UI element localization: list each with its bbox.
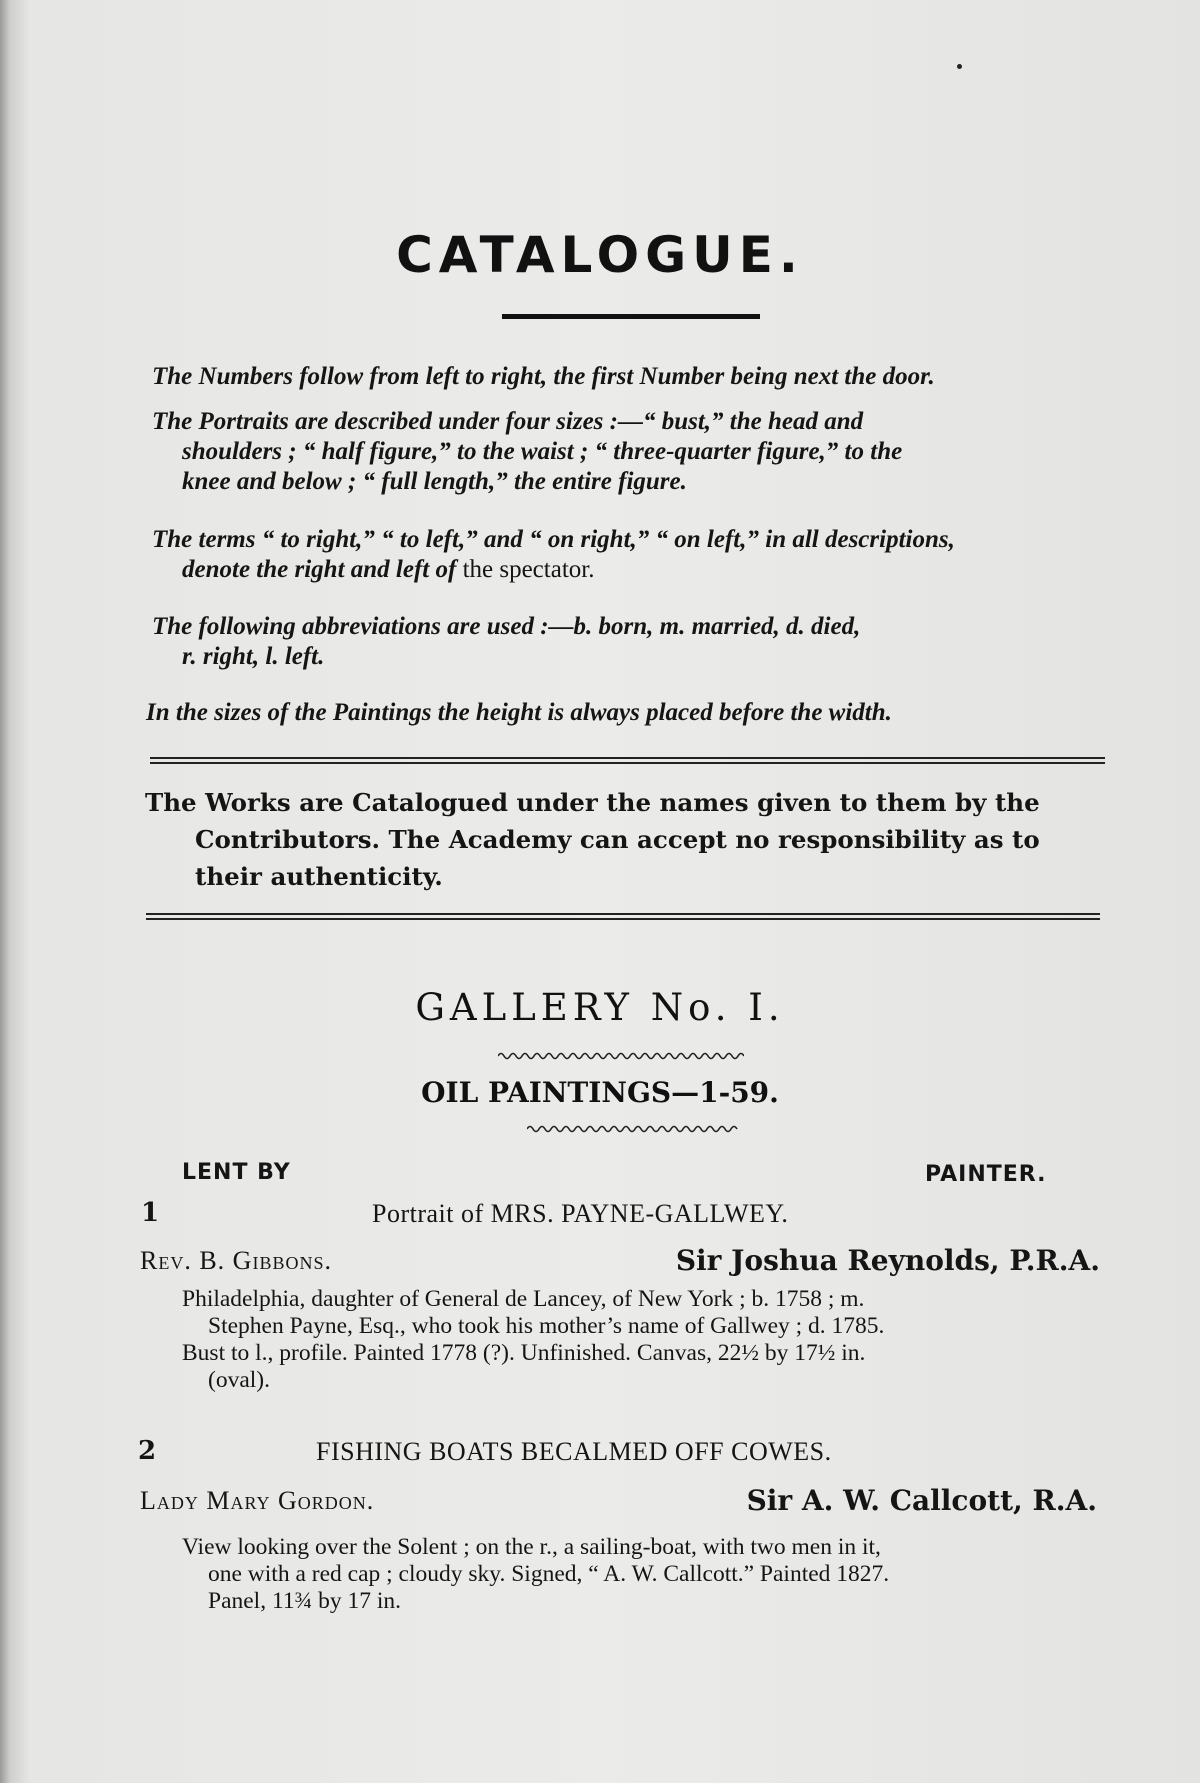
entry-number: 1 <box>141 1198 160 1228</box>
entry-description <box>182 1534 1102 1615</box>
gallery-title: GALLERY No. I. <box>415 986 785 1029</box>
note-terms-roman: the spectator. <box>456 556 595 583</box>
double-rule-bottom <box>146 913 1100 920</box>
note-numbering-text: The Numbers follow from left to right, the first Number being next the door. <box>152 363 935 390</box>
note-terms-line-2 <box>152 555 1108 585</box>
note-portrait-sizes <box>152 407 1108 497</box>
note-abbreviations-line-2: r. right, l. left. <box>182 643 325 670</box>
note-terms-line-1: The terms “ to right,” “ to left,” and “ on right,” “ on left,” in all descriptions, <box>152 526 955 553</box>
entry-description-line-3: Bust to l., profile. Painted 1778 (?). Unfinished. Canvas, 22½ by 17½ in. <box>182 1340 866 1366</box>
notice-line-3: their authenticity. <box>195 862 443 891</box>
column-lent-by: LENT BY <box>182 1160 291 1185</box>
note-sizes <box>146 698 1108 728</box>
note-terms-italic: denote the right and left of <box>182 556 457 583</box>
entry-description-line-2: one with a red cap ; cloudy sky. Signed, “ A. W. Callcott.” Painted 1827. <box>208 1561 890 1587</box>
double-rule-top <box>150 757 1105 764</box>
entry-number: 2 <box>138 1436 157 1466</box>
entry-description-line-1: Philadelphia, daughter of General de Lancey, of New York ; b. 1758 ; m. <box>182 1286 865 1312</box>
entry-painter: Sir Joshua Reynolds, P.R.A. <box>675 1244 1100 1277</box>
entry-description-line-2: Stephen Payne, Esq., who took his mother’s name of Gallwey ; d. 1785. <box>208 1313 885 1339</box>
entry-description-line-3: Panel, 11¾ by 17 in. <box>208 1588 401 1614</box>
title-rule <box>502 314 760 319</box>
note-abbreviations-line-1: The following abbreviations are used :—b. born, m. married, d. died, <box>152 613 861 640</box>
entry-title: FISHING BOATS BECALMED OFF COWES. <box>316 1437 832 1466</box>
note-portrait-sizes-line-3: knee and below ; “ full length,” the entire figure. <box>182 468 687 495</box>
notice-line-2: Contributors. The Academy can accept no responsibility as to <box>195 825 1040 854</box>
note-terms <box>152 525 1108 585</box>
entry-lender: Rev. B. Gibbons. <box>140 1246 332 1275</box>
entry-description-line-4: (oval). <box>208 1367 270 1393</box>
note-portrait-sizes-line-1: The Portraits are described under four sizes :—“ bust,” the head and <box>152 408 864 435</box>
ink-speck <box>957 64 962 69</box>
notice-line-1: The Works are Catalogued under the names given to them by the <box>145 788 1040 817</box>
column-painter: PAINTER. <box>925 1162 1047 1187</box>
note-portrait-sizes-line-2: shoulders ; “ half figure,” to the waist ; “ three-quarter figure,” to the <box>182 438 903 465</box>
entry-description-line-1: View looking over the Solent ; on the r., a sailing-boat, with two men in it, <box>182 1534 881 1560</box>
gallery-wavy-rule <box>498 1051 744 1061</box>
page-title: CATALOGUE. <box>396 226 804 284</box>
entry-title: Portrait of MRS. PAYNE-GALLWEY. <box>372 1199 789 1228</box>
entry-painter: Sir A. W. Callcott, R.A. <box>746 1484 1097 1517</box>
authenticity-notice <box>145 784 1103 895</box>
note-sizes-text: In the sizes of the Paintings the height is always placed before the width. <box>146 699 892 726</box>
note-abbreviations <box>152 612 1108 672</box>
section-title: OIL PAINTINGS—1-59. <box>421 1076 779 1109</box>
section-wavy-rule <box>527 1124 739 1134</box>
entry-lender: Lady Mary Gordon. <box>140 1486 375 1515</box>
note-numbering <box>152 362 1108 392</box>
entry-description <box>182 1286 1102 1394</box>
